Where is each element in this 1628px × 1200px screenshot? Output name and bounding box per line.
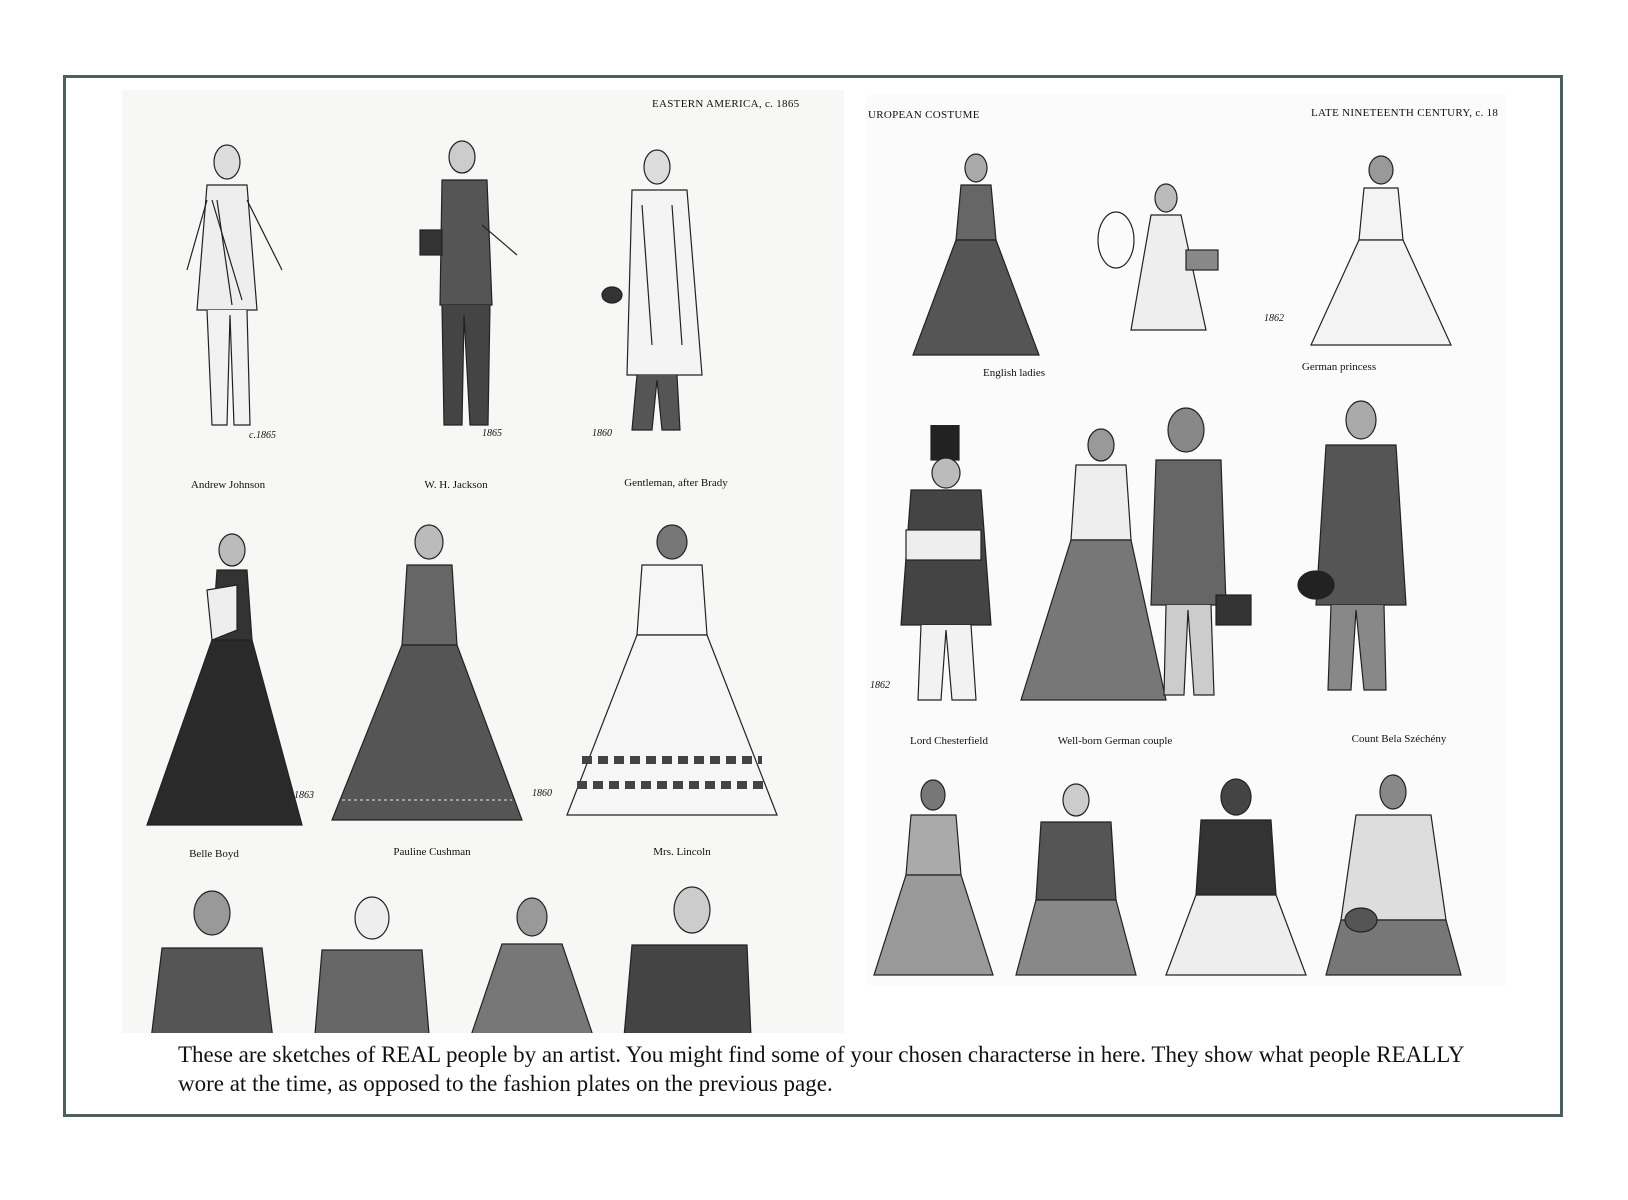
figure-lady-row3-2	[1011, 780, 1141, 980]
caption-german-princess: German princess	[1301, 361, 1377, 373]
caption-mrs-lincoln: Mrs. Lincoln	[653, 846, 711, 858]
caption-count-bela-szecheny: Count Bela Széchény	[1351, 733, 1447, 745]
figure-pauline-cushman	[327, 520, 527, 835]
figure-mrs-lincoln	[562, 520, 782, 830]
figure-lady-row3-3	[1161, 775, 1311, 980]
description-text: These are sketches of REAL people by an artist. You might find some of your chosen characterse in here. They show what people REALLY wore at the time, as opposed to the fashion plates on the previous page.	[178, 1042, 1464, 1096]
figure-english-lady-seated	[1086, 180, 1226, 360]
figure-lady-row3-1	[871, 775, 996, 980]
caption-english-ladies: English ladies	[982, 367, 1046, 379]
figure-count-bela-szecheny	[1286, 395, 1436, 700]
date-belle-boyd: 1863	[294, 790, 314, 801]
caption-w-h-jackson: W. H. Jackson	[424, 479, 488, 491]
caption-belle-boyd: Belle Boyd	[189, 848, 239, 860]
caption-pauline-cushman: Pauline Cushman	[393, 846, 471, 858]
figure-andrew-johnson	[172, 140, 302, 440]
caption-andrew-johnson: Andrew Johnson	[190, 479, 266, 491]
left-book-page	[122, 90, 844, 1033]
figure-well-born-german-couple	[1016, 405, 1261, 710]
right-book-page	[866, 95, 1506, 985]
figure-william-wilkins	[307, 890, 437, 1033]
figure-belle-boyd	[142, 530, 307, 835]
figure-clara-barton	[452, 892, 612, 1033]
figure-wendell-phillips	[617, 880, 757, 1033]
right-running-head-left: UROPEAN COSTUME	[868, 109, 980, 121]
caption-well-born-german-couple: Well-born German couple	[1057, 735, 1173, 747]
left-running-head: EASTERN AMERICA, c. 1865	[652, 98, 800, 110]
date-andrew-johnson: c.1865	[249, 430, 276, 441]
figure-w-h-jackson	[412, 135, 522, 440]
date-gentleman-after-brady: 1860	[592, 428, 612, 439]
figure-lord-chesterfield	[886, 425, 1016, 710]
date-w-h-jackson: 1865	[482, 428, 502, 439]
date-mrs-lincoln: 1860	[532, 788, 552, 799]
date-lord-chesterfield: 1862	[870, 680, 890, 691]
caption-gentleman-after-brady: Gentleman, after Brady	[624, 477, 728, 489]
figure-jeremiah-black	[142, 883, 282, 1033]
figure-gentleman-after-brady	[592, 145, 722, 445]
figure-german-princess	[1306, 150, 1456, 355]
right-running-head-right: LATE NINETEENTH CENTURY, c. 18	[1311, 107, 1499, 119]
figure-english-lady-standing	[911, 150, 1041, 360]
figure-lady-row3-4	[1321, 770, 1466, 980]
date-german-princess: 1862	[1264, 313, 1284, 324]
caption-lord-chesterfield: Lord Chesterfield	[910, 735, 988, 747]
